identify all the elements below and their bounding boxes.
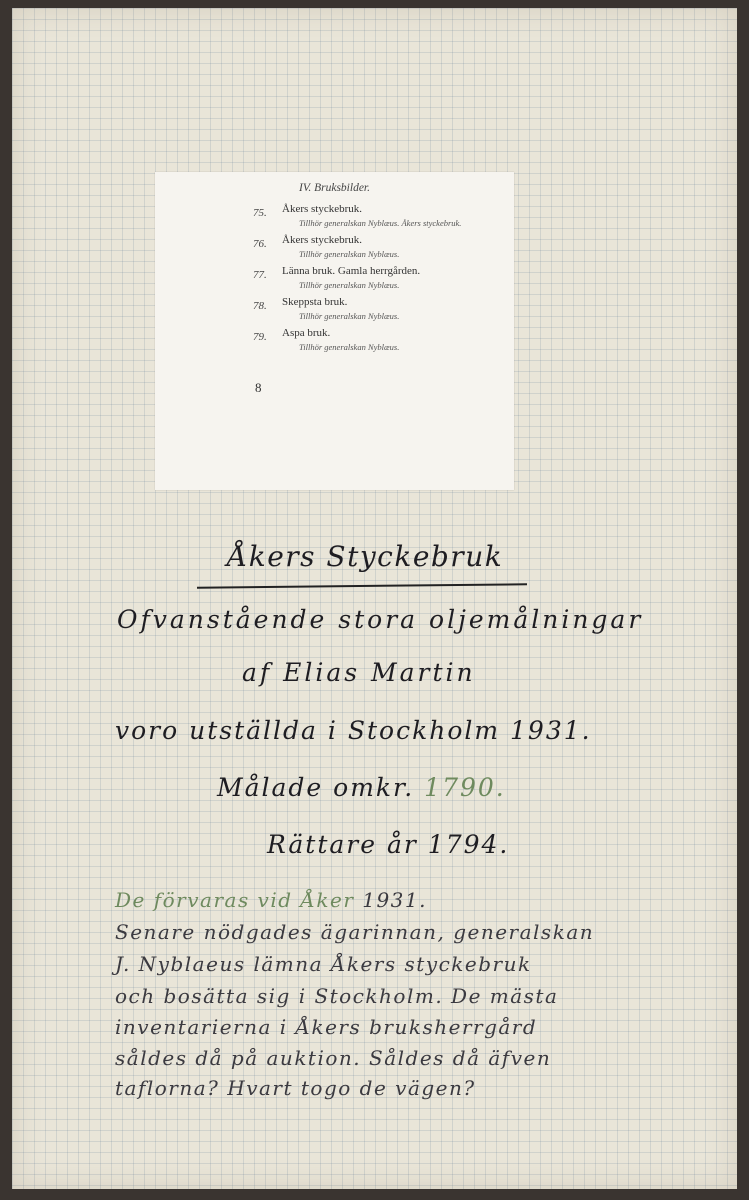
catalogue-entry xyxy=(155,234,514,264)
pencil-note-line: J. Nyblaeus lämna Åkers styckebruk xyxy=(115,952,532,976)
pencil-note-line: och bosätta sig i Stockholm. De mästa xyxy=(115,984,559,1008)
printed-catalogue-clipping xyxy=(155,172,514,490)
catalogue-entry xyxy=(155,296,514,326)
clipping-heading: IV. Bruksbilder. xyxy=(298,182,371,194)
handwritten-painted-line xyxy=(217,773,506,802)
entry-owner: Tillhör generalskan Nyblæus. xyxy=(299,342,400,352)
handwritten-line: Ofvanstående stora oljemålningar xyxy=(117,605,644,634)
handwritten-corrected-line: Rättare år 1794. xyxy=(267,830,510,859)
painted-prefix: Målade omkr. xyxy=(217,773,415,802)
catalogue-entry xyxy=(155,203,514,233)
graph-paper-sheet xyxy=(12,8,737,1189)
entry-title: Skeppsta bruk. xyxy=(282,296,348,308)
entry-title: Länna bruk. Gamla herrgården. xyxy=(282,265,421,277)
green-note: De förvaras vid Åker xyxy=(115,888,355,912)
catalogue-entry xyxy=(155,327,514,357)
catalogue-entry xyxy=(155,265,514,295)
title-underline xyxy=(197,583,527,588)
entry-number: 79. xyxy=(253,331,267,343)
clipping-page-number: 8 xyxy=(255,380,262,395)
pencil-note-first-line xyxy=(115,888,427,912)
pencil-note-line: såldes då på auktion. Såldes då äfven xyxy=(115,1046,552,1070)
handwritten-title: Åkers Styckebruk xyxy=(227,540,504,573)
pencil-note-line: inventarierna i Åkers bruksherrgård xyxy=(115,1015,538,1039)
painted-year: 1790. xyxy=(424,773,506,802)
entry-number: 75. xyxy=(253,207,267,219)
entry-number: 78. xyxy=(253,300,267,312)
entry-title: Åkers styckebruk. xyxy=(282,203,363,215)
entry-number: 76. xyxy=(253,238,267,250)
entry-title: Åkers styckebruk. xyxy=(282,234,363,246)
handwritten-line: voro utställda i Stockholm 1931. xyxy=(115,716,592,745)
entry-owner: Tillhör generalskan Nyblæus. xyxy=(299,311,400,321)
handwritten-line: af Elias Martin xyxy=(242,658,476,687)
entry-owner: Tillhör generalskan Nyblæus. xyxy=(299,249,400,259)
pencil-note-line: taflorna? Hvart togo de vägen? xyxy=(115,1076,476,1100)
entry-owner: Tillhör generalskan Nyblæus. xyxy=(299,280,400,290)
pencil-note-line: Senare nödgades ägarinnan, generalskan xyxy=(115,920,595,944)
entry-owner: Tillhör generalskan Nyblæus. Åkers styckebruk. xyxy=(299,218,462,228)
entry-title: Aspa bruk. xyxy=(282,327,331,339)
entry-number: 77. xyxy=(253,269,267,281)
note-year: 1931. xyxy=(362,888,427,912)
